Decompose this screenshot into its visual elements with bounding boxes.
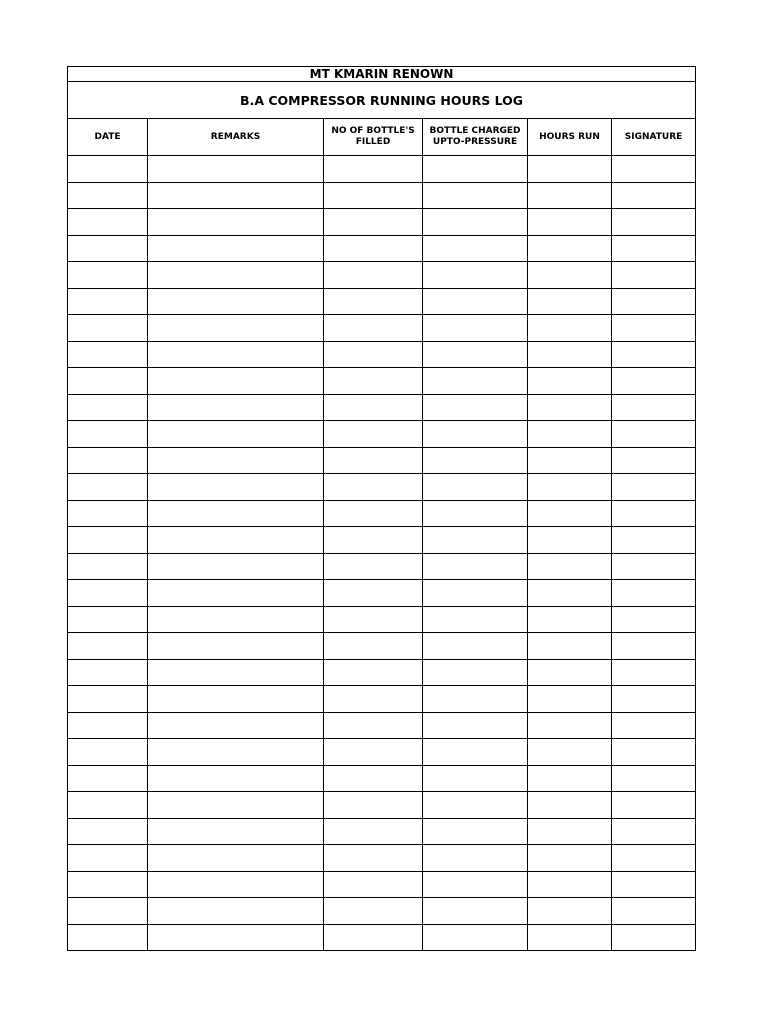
table-row <box>68 712 696 739</box>
log-cell-date[interactable] <box>68 341 148 368</box>
log-cell-bottles-filled[interactable] <box>324 474 423 501</box>
log-cell-remarks[interactable] <box>148 712 324 739</box>
log-cell-charged-pressure[interactable] <box>423 447 528 474</box>
log-cell-signature[interactable] <box>612 156 696 183</box>
log-cell-hours-run[interactable] <box>528 421 612 448</box>
log-cell-hours-run[interactable] <box>528 792 612 819</box>
log-cell-remarks[interactable] <box>148 659 324 686</box>
table-row <box>68 792 696 819</box>
log-cell-charged-pressure[interactable] <box>423 633 528 660</box>
log-cell-signature[interactable] <box>612 315 696 342</box>
log-cell-bottles-filled[interactable] <box>324 315 423 342</box>
log-cell-remarks[interactable] <box>148 262 324 289</box>
table-row <box>68 871 696 898</box>
log-cell-remarks[interactable] <box>148 288 324 315</box>
table-row <box>68 845 696 872</box>
log-cell-hours-run[interactable] <box>528 845 612 872</box>
table-row <box>68 633 696 660</box>
log-cell-hours-run[interactable] <box>528 288 612 315</box>
log-cell-remarks[interactable] <box>148 606 324 633</box>
log-cell-hours-run[interactable] <box>528 580 612 607</box>
table-row <box>68 739 696 766</box>
log-cell-signature[interactable] <box>612 182 696 209</box>
log-cell-charged-pressure[interactable] <box>423 871 528 898</box>
log-cell-hours-run[interactable] <box>528 156 612 183</box>
log-cell-hours-run[interactable] <box>528 235 612 262</box>
log-cell-remarks[interactable] <box>148 421 324 448</box>
log-cell-signature[interactable] <box>612 871 696 898</box>
log-cell-date[interactable] <box>68 527 148 554</box>
table-row <box>68 553 696 580</box>
log-cell-charged-pressure[interactable] <box>423 845 528 872</box>
log-cell-remarks[interactable] <box>148 447 324 474</box>
log-cell-signature[interactable] <box>612 739 696 766</box>
log-cell-signature[interactable] <box>612 421 696 448</box>
log-cell-bottles-filled[interactable] <box>324 580 423 607</box>
table-row <box>68 580 696 607</box>
log-cell-signature[interactable] <box>612 527 696 554</box>
table-row <box>68 924 696 951</box>
table-row <box>68 156 696 183</box>
log-cell-charged-pressure[interactable] <box>423 288 528 315</box>
log-cell-hours-run[interactable] <box>528 633 612 660</box>
log-title: B.A COMPRESSOR RUNNING HOURS LOG <box>68 82 696 119</box>
table-row <box>68 368 696 395</box>
log-cell-hours-run[interactable] <box>528 765 612 792</box>
table-row <box>68 288 696 315</box>
log-cell-charged-pressure[interactable] <box>423 580 528 607</box>
log-cell-hours-run[interactable] <box>528 209 612 236</box>
column-header-date: DATE <box>68 119 148 156</box>
log-cell-date[interactable] <box>68 606 148 633</box>
log-cell-charged-pressure[interactable] <box>423 182 528 209</box>
table-row <box>68 262 696 289</box>
log-cell-charged-pressure[interactable] <box>423 474 528 501</box>
log-cell-signature[interactable] <box>612 845 696 872</box>
log-cell-charged-pressure[interactable] <box>423 924 528 951</box>
log-cell-signature[interactable] <box>612 686 696 713</box>
log-cell-date[interactable] <box>68 474 148 501</box>
log-cell-bottles-filled[interactable] <box>324 765 423 792</box>
log-cell-hours-run[interactable] <box>528 447 612 474</box>
log-cell-signature[interactable] <box>612 341 696 368</box>
log-cell-charged-pressure[interactable] <box>423 765 528 792</box>
log-cell-remarks[interactable] <box>148 818 324 845</box>
log-cell-hours-run[interactable] <box>528 527 612 554</box>
log-cell-date[interactable] <box>68 288 148 315</box>
log-cell-remarks[interactable] <box>148 580 324 607</box>
log-cell-signature[interactable] <box>612 209 696 236</box>
log-cell-signature[interactable] <box>612 633 696 660</box>
log-cell-bottles-filled[interactable] <box>324 156 423 183</box>
log-cell-date[interactable] <box>68 368 148 395</box>
log-cell-remarks[interactable] <box>148 156 324 183</box>
log-cell-remarks[interactable] <box>148 182 324 209</box>
log-cell-charged-pressure[interactable] <box>423 315 528 342</box>
log-cell-signature[interactable] <box>612 447 696 474</box>
log-cell-remarks[interactable] <box>148 845 324 872</box>
log-cell-hours-run[interactable] <box>528 368 612 395</box>
log-cell-date[interactable] <box>68 182 148 209</box>
log-cell-date[interactable] <box>68 394 148 421</box>
log-cell-signature[interactable] <box>612 262 696 289</box>
log-cell-charged-pressure[interactable] <box>423 898 528 925</box>
table-row <box>68 474 696 501</box>
log-cell-bottles-filled[interactable] <box>324 447 423 474</box>
column-header-charged-pressure: BOTTLE CHARGED UPTO-PRESSURE <box>423 119 528 156</box>
log-cell-date[interactable] <box>68 765 148 792</box>
log-cell-remarks[interactable] <box>148 871 324 898</box>
log-title-row <box>68 82 696 119</box>
column-header-signature: SIGNATURE <box>612 119 696 156</box>
log-cell-signature[interactable] <box>612 606 696 633</box>
log-cell-signature[interactable] <box>612 818 696 845</box>
log-cell-hours-run[interactable] <box>528 341 612 368</box>
log-cell-date[interactable] <box>68 235 148 262</box>
log-cell-charged-pressure[interactable] <box>423 394 528 421</box>
table-row <box>68 765 696 792</box>
log-cell-date[interactable] <box>68 447 148 474</box>
table-row <box>68 209 696 236</box>
log-cell-date[interactable] <box>68 553 148 580</box>
log-cell-charged-pressure[interactable] <box>423 686 528 713</box>
log-cell-date[interactable] <box>68 686 148 713</box>
table-row <box>68 527 696 554</box>
log-cell-date[interactable] <box>68 262 148 289</box>
log-cell-charged-pressure[interactable] <box>423 659 528 686</box>
log-cell-signature[interactable] <box>612 474 696 501</box>
log-cell-bottles-filled[interactable] <box>324 527 423 554</box>
column-header-remarks: REMARKS <box>148 119 324 156</box>
log-cell-charged-pressure[interactable] <box>423 553 528 580</box>
log-cell-bottles-filled[interactable] <box>324 686 423 713</box>
log-cell-date[interactable] <box>68 845 148 872</box>
log-cell-hours-run[interactable] <box>528 686 612 713</box>
log-cell-bottles-filled[interactable] <box>324 924 423 951</box>
table-row <box>68 898 696 925</box>
log-cell-date[interactable] <box>68 580 148 607</box>
log-cell-bottles-filled[interactable] <box>324 368 423 395</box>
vessel-name-row <box>68 67 696 82</box>
log-cell-charged-pressure[interactable] <box>423 421 528 448</box>
log-cell-signature[interactable] <box>612 500 696 527</box>
log-cell-remarks[interactable] <box>148 474 324 501</box>
log-cell-charged-pressure[interactable] <box>423 262 528 289</box>
log-cell-hours-run[interactable] <box>528 712 612 739</box>
log-cell-signature[interactable] <box>612 659 696 686</box>
log-cell-signature[interactable] <box>612 924 696 951</box>
log-cell-bottles-filled[interactable] <box>324 633 423 660</box>
table-row <box>68 606 696 633</box>
log-cell-date[interactable] <box>68 898 148 925</box>
log-cell-hours-run[interactable] <box>528 394 612 421</box>
table-row <box>68 182 696 209</box>
log-cell-remarks[interactable] <box>148 739 324 766</box>
running-hours-log-table <box>67 66 696 951</box>
log-cell-signature[interactable] <box>612 235 696 262</box>
log-cell-date[interactable] <box>68 924 148 951</box>
log-cell-date[interactable] <box>68 633 148 660</box>
table-row <box>68 500 696 527</box>
log-cell-charged-pressure[interactable] <box>423 527 528 554</box>
log-cell-bottles-filled[interactable] <box>324 394 423 421</box>
log-cell-date[interactable] <box>68 871 148 898</box>
log-cell-charged-pressure[interactable] <box>423 368 528 395</box>
column-header-hours-run: HOURS RUN <box>528 119 612 156</box>
log-cell-remarks[interactable] <box>148 792 324 819</box>
log-cell-charged-pressure[interactable] <box>423 209 528 236</box>
log-cell-charged-pressure[interactable] <box>423 606 528 633</box>
log-cell-hours-run[interactable] <box>528 553 612 580</box>
log-cell-hours-run[interactable] <box>528 659 612 686</box>
log-cell-signature[interactable] <box>612 712 696 739</box>
log-cell-bottles-filled[interactable] <box>324 792 423 819</box>
table-row <box>68 421 696 448</box>
log-cell-bottles-filled[interactable] <box>324 712 423 739</box>
log-cell-hours-run[interactable] <box>528 739 612 766</box>
log-cell-remarks[interactable] <box>148 686 324 713</box>
log-cell-date[interactable] <box>68 209 148 236</box>
log-cell-date[interactable] <box>68 156 148 183</box>
log-cell-remarks[interactable] <box>148 394 324 421</box>
log-cell-charged-pressure[interactable] <box>423 156 528 183</box>
log-cell-signature[interactable] <box>612 394 696 421</box>
log-cell-bottles-filled[interactable] <box>324 500 423 527</box>
log-cell-remarks[interactable] <box>148 500 324 527</box>
table-row <box>68 394 696 421</box>
log-cell-bottles-filled[interactable] <box>324 553 423 580</box>
log-cell-date[interactable] <box>68 712 148 739</box>
log-cell-signature[interactable] <box>612 368 696 395</box>
log-cell-remarks[interactable] <box>148 209 324 236</box>
log-cell-bottles-filled[interactable] <box>324 235 423 262</box>
log-cell-bottles-filled[interactable] <box>324 262 423 289</box>
table-row <box>68 235 696 262</box>
log-cell-signature[interactable] <box>612 898 696 925</box>
log-cell-date[interactable] <box>68 818 148 845</box>
log-cell-date[interactable] <box>68 421 148 448</box>
log-cell-remarks[interactable] <box>148 633 324 660</box>
log-cell-bottles-filled[interactable] <box>324 898 423 925</box>
log-cell-hours-run[interactable] <box>528 924 612 951</box>
log-cell-bottles-filled[interactable] <box>324 659 423 686</box>
log-cell-remarks[interactable] <box>148 924 324 951</box>
table-row <box>68 341 696 368</box>
log-sheet <box>67 66 695 951</box>
log-cell-bottles-filled[interactable] <box>324 818 423 845</box>
log-cell-hours-run[interactable] <box>528 500 612 527</box>
log-cell-bottles-filled[interactable] <box>324 871 423 898</box>
log-cell-date[interactable] <box>68 792 148 819</box>
table-row <box>68 659 696 686</box>
table-row <box>68 447 696 474</box>
log-cell-bottles-filled[interactable] <box>324 209 423 236</box>
table-row <box>68 818 696 845</box>
log-cell-signature[interactable] <box>612 765 696 792</box>
table-row <box>68 686 696 713</box>
log-cell-charged-pressure[interactable] <box>423 500 528 527</box>
log-cell-charged-pressure[interactable] <box>423 341 528 368</box>
log-cell-date[interactable] <box>68 659 148 686</box>
log-cell-signature[interactable] <box>612 288 696 315</box>
log-cell-remarks[interactable] <box>148 341 324 368</box>
log-cell-remarks[interactable] <box>148 235 324 262</box>
log-cell-signature[interactable] <box>612 580 696 607</box>
vessel-name: MT KMARIN RENOWN <box>68 67 696 82</box>
column-header-row <box>68 119 696 156</box>
log-cell-hours-run[interactable] <box>528 871 612 898</box>
log-cell-signature[interactable] <box>612 553 696 580</box>
log-cell-remarks[interactable] <box>148 553 324 580</box>
log-cell-remarks[interactable] <box>148 765 324 792</box>
log-cell-bottles-filled[interactable] <box>324 288 423 315</box>
table-row <box>68 315 696 342</box>
log-cell-bottles-filled[interactable] <box>324 845 423 872</box>
log-cell-bottles-filled[interactable] <box>324 182 423 209</box>
log-cell-bottles-filled[interactable] <box>324 421 423 448</box>
log-cell-signature[interactable] <box>612 792 696 819</box>
log-cell-date[interactable] <box>68 500 148 527</box>
log-cell-date[interactable] <box>68 315 148 342</box>
log-cell-hours-run[interactable] <box>528 315 612 342</box>
log-cell-charged-pressure[interactable] <box>423 818 528 845</box>
log-cell-charged-pressure[interactable] <box>423 712 528 739</box>
log-cell-hours-run[interactable] <box>528 262 612 289</box>
log-cell-remarks[interactable] <box>148 898 324 925</box>
log-cell-remarks[interactable] <box>148 368 324 395</box>
column-header-bottles-filled: NO OF BOTTLE'S FILLED <box>324 119 423 156</box>
log-cell-remarks[interactable] <box>148 315 324 342</box>
log-cell-hours-run[interactable] <box>528 182 612 209</box>
log-cell-bottles-filled[interactable] <box>324 341 423 368</box>
log-cell-date[interactable] <box>68 739 148 766</box>
log-cell-bottles-filled[interactable] <box>324 739 423 766</box>
log-cell-hours-run[interactable] <box>528 898 612 925</box>
log-cell-bottles-filled[interactable] <box>324 606 423 633</box>
log-cell-hours-run[interactable] <box>528 606 612 633</box>
log-cell-remarks[interactable] <box>148 527 324 554</box>
log-cell-hours-run[interactable] <box>528 474 612 501</box>
log-cell-charged-pressure[interactable] <box>423 235 528 262</box>
log-cell-hours-run[interactable] <box>528 818 612 845</box>
log-cell-charged-pressure[interactable] <box>423 739 528 766</box>
log-cell-charged-pressure[interactable] <box>423 792 528 819</box>
